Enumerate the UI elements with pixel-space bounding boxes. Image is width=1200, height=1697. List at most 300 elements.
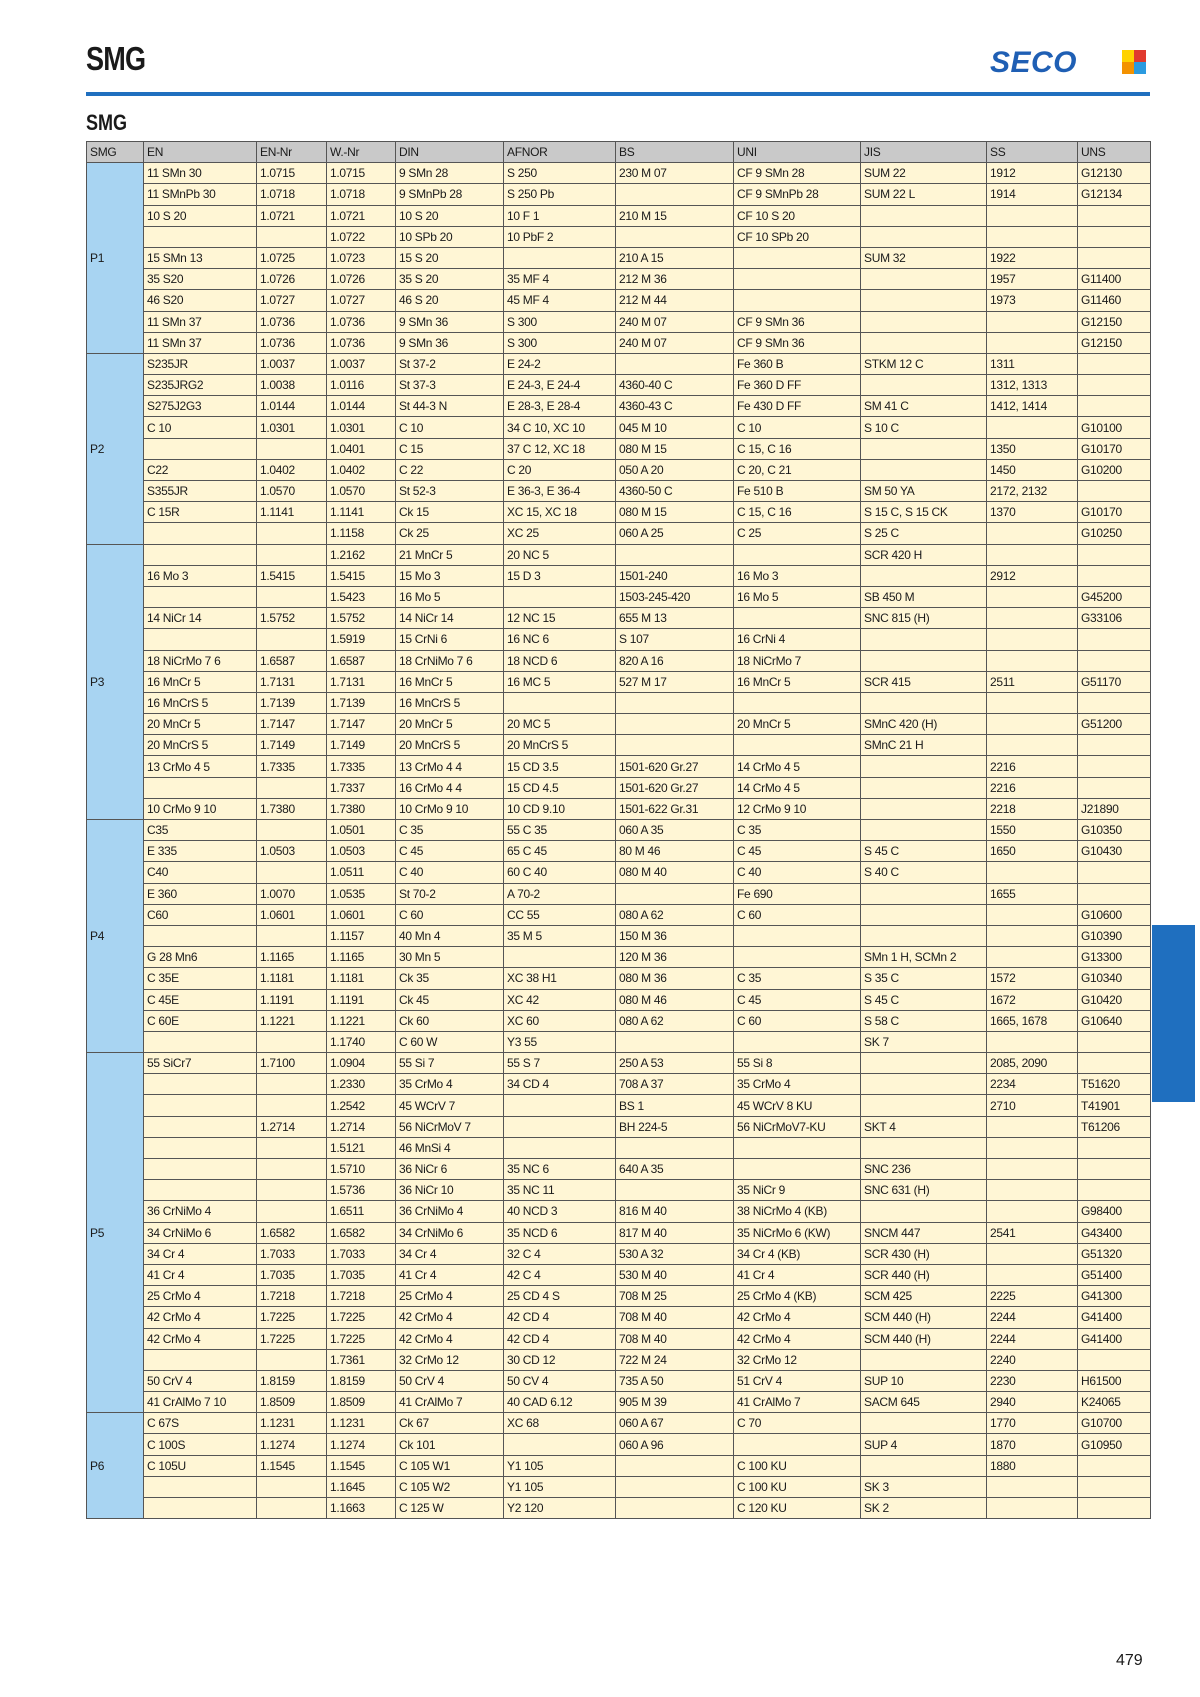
table-cell-uni: 45 WCrV 8 KU	[734, 1095, 861, 1116]
table-cell-jis: SCM 440 (H)	[861, 1307, 987, 1328]
table-cell-en-nr: 1.5415	[257, 565, 327, 586]
table-cell-jis	[861, 1455, 987, 1476]
table-cell-en: C 100S	[144, 1434, 257, 1455]
table-cell-ss	[987, 1476, 1078, 1497]
table-cell-w-nr: 1.6511	[327, 1201, 396, 1222]
table-cell-uni: 20 MnCr 5	[734, 714, 861, 735]
table-cell-ss	[987, 1137, 1078, 1158]
table-cell-ss	[987, 1498, 1078, 1519]
table-cell-en-nr: 1.1141	[257, 502, 327, 523]
table-cell-en: S235JR	[144, 353, 257, 374]
table-cell-uni: C 45	[734, 841, 861, 862]
table-cell-uns: G51200	[1078, 714, 1151, 735]
table-cell-uni: C 20, C 21	[734, 459, 861, 480]
table-cell-en-nr: 1.7380	[257, 798, 327, 819]
table-cell-w-nr: 1.7225	[327, 1307, 396, 1328]
table-cell-uni: C 25	[734, 523, 861, 544]
table-row	[87, 1222, 1151, 1243]
table-cell-jis	[861, 692, 987, 713]
table-cell-jis	[861, 1201, 987, 1222]
table-cell-en-nr: 1.0727	[257, 290, 327, 311]
header-row	[87, 142, 1151, 163]
seco-logo	[990, 48, 1150, 78]
table-cell-uns: G12150	[1078, 332, 1151, 353]
table-cell-bs: 80 M 46	[616, 841, 734, 862]
table-row	[87, 756, 1151, 777]
table-cell-en-nr	[257, 226, 327, 247]
table-cell-afnor: 10 CD 9.10	[504, 798, 616, 819]
table-cell-jis	[861, 375, 987, 396]
table-cell-uni: 34 Cr 4 (KB)	[734, 1243, 861, 1264]
table-cell-afnor: 10 PbF 2	[504, 226, 616, 247]
table-cell-w-nr: 1.0503	[327, 841, 396, 862]
table-row	[87, 1498, 1151, 1519]
table-cell-w-nr: 1.7147	[327, 714, 396, 735]
table-cell-bs	[616, 1180, 734, 1201]
table-cell-uni	[734, 1434, 861, 1455]
table-cell-ss: 2940	[987, 1392, 1078, 1413]
table-row	[87, 311, 1151, 332]
table-cell-ss	[987, 1264, 1078, 1285]
table-cell-en: C40	[144, 862, 257, 883]
table-cell-en: 16 MnCrS 5	[144, 692, 257, 713]
table-cell-en: C 60E	[144, 1010, 257, 1031]
table-cell-jis: SUM 32	[861, 247, 987, 268]
table-cell-en: C60	[144, 904, 257, 925]
table-cell-din: 41 CrAlMo 7	[396, 1392, 504, 1413]
table-row	[87, 1159, 1151, 1180]
table-cell-jis: S 45 C	[861, 989, 987, 1010]
table-cell-uni: 35 NiCr 9	[734, 1180, 861, 1201]
table-cell-afnor: 15 CD 4.5	[504, 777, 616, 798]
table-cell-uns: G10390	[1078, 925, 1151, 946]
table-row	[87, 1392, 1151, 1413]
table-cell-bs	[616, 1476, 734, 1497]
table-row	[87, 1053, 1151, 1074]
table-cell-afnor: 32 C 4	[504, 1243, 616, 1264]
table-row	[87, 1074, 1151, 1095]
table-cell-jis	[861, 756, 987, 777]
table-cell-jis: SM 41 C	[861, 396, 987, 417]
table-cell-en-nr: 1.6587	[257, 650, 327, 671]
table-cell-w-nr: 1.5423	[327, 586, 396, 607]
table-cell-uni: C 40	[734, 862, 861, 883]
table-cell-w-nr: 1.0723	[327, 247, 396, 268]
table-cell-ss	[987, 650, 1078, 671]
table-cell-uns: G12150	[1078, 311, 1151, 332]
table-cell-w-nr: 1.0718	[327, 184, 396, 205]
table-cell-jis: SACM 645	[861, 1392, 987, 1413]
table-cell-din: C 10	[396, 417, 504, 438]
table-cell-afnor: 50 CV 4	[504, 1370, 616, 1391]
table-cell-afnor: 42 C 4	[504, 1264, 616, 1285]
table-row	[87, 1010, 1151, 1031]
table-cell-ss: 2710	[987, 1095, 1078, 1116]
table-cell-afnor: 37 C 12, XC 18	[504, 438, 616, 459]
table-cell-en: 11 SMnPb 30	[144, 184, 257, 205]
table-cell-en-nr: 1.1274	[257, 1434, 327, 1455]
table-cell-en: 55 SiCr7	[144, 1053, 257, 1074]
table-cell-uns	[1078, 375, 1151, 396]
table-cell-ss: 1665, 1678	[987, 1010, 1078, 1031]
table-cell-uns: T51620	[1078, 1074, 1151, 1095]
table-cell-uns	[1078, 353, 1151, 374]
table-cell-en-nr	[257, 820, 327, 841]
table-cell-uni: 55 Si 8	[734, 1053, 861, 1074]
table-row	[87, 629, 1151, 650]
table-cell-uni: 56 NiCrMoV7-KU	[734, 1116, 861, 1137]
table-cell-afnor: Y3 55	[504, 1031, 616, 1052]
table-cell-ss	[987, 1201, 1078, 1222]
table-cell-uni: 35 NiCrMo 6 (KW)	[734, 1222, 861, 1243]
table-cell-afnor: 42 CD 4	[504, 1328, 616, 1349]
table-cell-din: St 44-3 N	[396, 396, 504, 417]
table-cell-din: 16 Mo 5	[396, 586, 504, 607]
table-cell-jis	[861, 205, 987, 226]
table-cell-en: 42 CrMo 4	[144, 1328, 257, 1349]
page-title: SMG	[86, 40, 146, 77]
table-cell-uni: CF 10 SPb 20	[734, 226, 861, 247]
table-cell-bs: 240 M 07	[616, 311, 734, 332]
table-cell-en-nr: 1.7131	[257, 671, 327, 692]
table-cell-w-nr: 1.0501	[327, 820, 396, 841]
table-cell-w-nr: 1.5710	[327, 1159, 396, 1180]
table-cell-ss	[987, 608, 1078, 629]
logo-text: SECO	[990, 46, 1078, 79]
table-cell-en-nr: 1.0070	[257, 883, 327, 904]
table-cell-afnor: 18 NCD 6	[504, 650, 616, 671]
table-cell-w-nr: 1.0301	[327, 417, 396, 438]
table-cell-afnor: 35 NC 11	[504, 1180, 616, 1201]
table-cell-en-nr: 1.0503	[257, 841, 327, 862]
table-cell-jis	[861, 311, 987, 332]
table-cell-en-nr: 1.6582	[257, 1222, 327, 1243]
table-cell-din: 21 MnCr 5	[396, 544, 504, 565]
table-row	[87, 1413, 1151, 1434]
table-cell-uni	[734, 925, 861, 946]
table-cell-uns: G51400	[1078, 1264, 1151, 1285]
table-cell-uni: 16 MnCr 5	[734, 671, 861, 692]
table-cell-afnor: E 36-3, E 36-4	[504, 481, 616, 502]
table-cell-ss: 2912	[987, 565, 1078, 586]
table-cell-uni: 35 CrMo 4	[734, 1074, 861, 1095]
table-row	[87, 692, 1151, 713]
table-cell-uns: G41400	[1078, 1328, 1151, 1349]
table-cell-din: 36 NiCr 6	[396, 1159, 504, 1180]
table-cell-afnor: 16 NC 6	[504, 629, 616, 650]
table-cell-uns: T61206	[1078, 1116, 1151, 1137]
table-cell-en	[144, 1116, 257, 1137]
table-row	[87, 883, 1151, 904]
table-cell-ss	[987, 205, 1078, 226]
table-cell-bs: 722 M 24	[616, 1349, 734, 1370]
table-cell-ss: 2230	[987, 1370, 1078, 1391]
table-cell-uns: G98400	[1078, 1201, 1151, 1222]
table-cell-ss	[987, 226, 1078, 247]
table-cell-uni: 51 CrV 4	[734, 1370, 861, 1391]
table-cell-en: C22	[144, 459, 257, 480]
table-cell-bs: 080 M 46	[616, 989, 734, 1010]
table-cell-din: 9 SMn 36	[396, 311, 504, 332]
table-cell-bs	[616, 184, 734, 205]
table-cell-en-nr: 1.1231	[257, 1413, 327, 1434]
table-cell-uns: G10700	[1078, 1413, 1151, 1434]
table-cell-en: 50 CrV 4	[144, 1370, 257, 1391]
table-cell-ss: 1450	[987, 459, 1078, 480]
table-cell-w-nr: 1.1231	[327, 1413, 396, 1434]
table-cell-afnor: CC 55	[504, 904, 616, 925]
table-cell-ss: 2085, 2090	[987, 1053, 1078, 1074]
table-cell-ss	[987, 1243, 1078, 1264]
table-cell-en-nr	[257, 925, 327, 946]
table-cell-din: Ck 15	[396, 502, 504, 523]
table-cell-ss	[987, 1031, 1078, 1052]
table-cell-en-nr	[257, 777, 327, 798]
table-cell-ss	[987, 332, 1078, 353]
table-row	[87, 1031, 1151, 1052]
table-cell-w-nr: 1.6587	[327, 650, 396, 671]
table-cell-w-nr: 1.1545	[327, 1455, 396, 1476]
table-cell-bs: S 107	[616, 629, 734, 650]
table-cell-bs	[616, 1498, 734, 1519]
table-cell-ss	[987, 586, 1078, 607]
table-cell-en-nr: 1.7149	[257, 735, 327, 756]
table-cell-w-nr: 1.0144	[327, 396, 396, 417]
table-cell-uns: G10350	[1078, 820, 1151, 841]
table-cell-en: 20 MnCrS 5	[144, 735, 257, 756]
table-cell-afnor: 55 S 7	[504, 1053, 616, 1074]
table-cell-afnor: 55 C 35	[504, 820, 616, 841]
table-cell-uni: 42 CrMo 4	[734, 1328, 861, 1349]
table-cell-din: 15 CrNi 6	[396, 629, 504, 650]
table-cell-din: C 105 W1	[396, 1455, 504, 1476]
table-cell-uns	[1078, 1031, 1151, 1052]
table-cell-ss: 1973	[987, 290, 1078, 311]
table-cell-din: Ck 35	[396, 968, 504, 989]
table-cell-ss: 1912	[987, 163, 1078, 184]
table-cell-uns: K24065	[1078, 1392, 1151, 1413]
table-row	[87, 841, 1151, 862]
table-cell-jis	[861, 1137, 987, 1158]
table-row	[87, 1434, 1151, 1455]
table-cell-jis: SM 50 YA	[861, 481, 987, 502]
table-cell-en	[144, 544, 257, 565]
table-cell-afnor: 10 F 1	[504, 205, 616, 226]
table-cell-bs: 527 M 17	[616, 671, 734, 692]
table-cell-afnor: Y1 105	[504, 1455, 616, 1476]
table-cell-din: 18 CrNiMo 7 6	[396, 650, 504, 671]
table-cell-bs: BH 224-5	[616, 1116, 734, 1137]
table-cell-din: Ck 67	[396, 1413, 504, 1434]
table-cell-ss: 1672	[987, 989, 1078, 1010]
table-cell-ss: 2218	[987, 798, 1078, 819]
table-cell-en-nr	[257, 1201, 327, 1222]
table-cell-din: 30 Mn 5	[396, 947, 504, 968]
table-cell-en-nr: 1.0038	[257, 375, 327, 396]
table-cell-uni: Fe 360 B	[734, 353, 861, 374]
table-cell-en-nr	[257, 862, 327, 883]
table-cell-afnor: 34 CD 4	[504, 1074, 616, 1095]
table-cell-din: St 70-2	[396, 883, 504, 904]
table-cell-din: 16 MnCr 5	[396, 671, 504, 692]
table-cell-uni: Fe 690	[734, 883, 861, 904]
table-cell-din: 36 CrNiMo 4	[396, 1201, 504, 1222]
table-cell-din: 14 NiCr 14	[396, 608, 504, 629]
table-cell-ss	[987, 735, 1078, 756]
table-cell-uni: C 70	[734, 1413, 861, 1434]
table-cell-bs: BS 1	[616, 1095, 734, 1116]
table-cell-uns: G11400	[1078, 269, 1151, 290]
table-cell-w-nr: 1.7337	[327, 777, 396, 798]
table-cell-bs	[616, 1455, 734, 1476]
table-cell-jis: S 10 C	[861, 417, 987, 438]
table-row	[87, 1476, 1151, 1497]
table-cell-uns	[1078, 1498, 1151, 1519]
table-cell-afnor: XC 42	[504, 989, 616, 1010]
table-cell-bs: 080 A 62	[616, 1010, 734, 1031]
table-cell-ss: 2234	[987, 1074, 1078, 1095]
table-cell-uni: 41 Cr 4	[734, 1264, 861, 1285]
table-cell-din: St 37-2	[396, 353, 504, 374]
table-cell-uni: C 15, C 16	[734, 502, 861, 523]
table-cell-uni: C 35	[734, 968, 861, 989]
table-cell-uni: Fe 510 B	[734, 481, 861, 502]
smg-group-cell: P6	[87, 1413, 144, 1519]
table-cell-en: 42 CrMo 4	[144, 1307, 257, 1328]
table-cell-din: 16 MnCrS 5	[396, 692, 504, 713]
table-cell-afnor: S 250 Pb	[504, 184, 616, 205]
table-cell-afnor	[504, 1116, 616, 1137]
table-cell-uns	[1078, 1476, 1151, 1497]
material-cross-reference-table	[86, 141, 1151, 1519]
table-cell-en-nr: 1.0715	[257, 163, 327, 184]
table-cell-uni: C 10	[734, 417, 861, 438]
table-cell-en	[144, 629, 257, 650]
table-cell-uni	[734, 947, 861, 968]
table-cell-bs	[616, 735, 734, 756]
table-cell-w-nr: 1.0736	[327, 332, 396, 353]
table-cell-din: C 60	[396, 904, 504, 925]
table-cell-en-nr	[257, 1137, 327, 1158]
table-row	[87, 375, 1151, 396]
table-cell-w-nr: 1.0726	[327, 269, 396, 290]
table-cell-bs: 230 M 07	[616, 163, 734, 184]
table-cell-uni: C 45	[734, 989, 861, 1010]
table-cell-ss	[987, 1116, 1078, 1137]
side-tab-marker	[1152, 925, 1195, 1102]
table-cell-w-nr: 1.0727	[327, 290, 396, 311]
table-cell-uni	[734, 269, 861, 290]
table-cell-uni	[734, 247, 861, 268]
table-cell-en-nr	[257, 1159, 327, 1180]
table-cell-afnor: A 70-2	[504, 883, 616, 904]
table-cell-bs: 045 M 10	[616, 417, 734, 438]
table-cell-en-nr: 1.7033	[257, 1243, 327, 1264]
table-cell-en	[144, 1498, 257, 1519]
table-cell-en: C35	[144, 820, 257, 841]
table-cell-din: 41 Cr 4	[396, 1264, 504, 1285]
table-cell-jis: SNC 631 (H)	[861, 1180, 987, 1201]
table-cell-din: 10 CrMo 9 10	[396, 798, 504, 819]
table-cell-en	[144, 1476, 257, 1497]
table-row	[87, 925, 1151, 946]
table-row	[87, 904, 1151, 925]
table-cell-din: C 40	[396, 862, 504, 883]
table-cell-ss: 1412, 1414	[987, 396, 1078, 417]
table-cell-bs: 655 M 13	[616, 608, 734, 629]
table-cell-en: 13 CrMo 4 5	[144, 756, 257, 777]
table-cell-uns: G51320	[1078, 1243, 1151, 1264]
table-cell-en-nr: 1.1545	[257, 1455, 327, 1476]
table-cell-din: 35 CrMo 4	[396, 1074, 504, 1095]
table-row	[87, 820, 1151, 841]
table-cell-en	[144, 1095, 257, 1116]
table-row	[87, 1307, 1151, 1328]
table-cell-w-nr: 1.5752	[327, 608, 396, 629]
table-cell-uns: G12130	[1078, 163, 1151, 184]
table-cell-en-nr: 1.0725	[257, 247, 327, 268]
table-cell-en: 20 MnCr 5	[144, 714, 257, 735]
table-cell-jis: SK 3	[861, 1476, 987, 1497]
table-cell-jis: SMnC 420 (H)	[861, 714, 987, 735]
table-cell-en: 11 SMn 37	[144, 332, 257, 353]
table-row	[87, 1243, 1151, 1264]
table-cell-uni: 32 CrMo 12	[734, 1349, 861, 1370]
table-cell-bs: 4360-43 C	[616, 396, 734, 417]
table-cell-din: C 22	[396, 459, 504, 480]
table-cell-afnor: S 300	[504, 332, 616, 353]
table-cell-en: 34 CrNiMo 6	[144, 1222, 257, 1243]
table-cell-en-nr: 1.0301	[257, 417, 327, 438]
table-cell-din: C 15	[396, 438, 504, 459]
table-cell-w-nr: 1.8509	[327, 1392, 396, 1413]
table-row	[87, 1095, 1151, 1116]
table-cell-en-nr	[257, 586, 327, 607]
table-cell-bs: 1501-620 Gr.27	[616, 777, 734, 798]
smg-group-cell: P4	[87, 820, 144, 1053]
table-cell-jis	[861, 332, 987, 353]
table-cell-afnor: 60 C 40	[504, 862, 616, 883]
table-cell-w-nr: 1.0116	[327, 375, 396, 396]
table-cell-bs: 1503-245-420	[616, 586, 734, 607]
table-cell-uni: CF 9 SMn 28	[734, 163, 861, 184]
table-cell-en: 10 S 20	[144, 205, 257, 226]
table-row	[87, 396, 1151, 417]
table-cell-jis: S 40 C	[861, 862, 987, 883]
table-cell-w-nr: 1.1181	[327, 968, 396, 989]
table-cell-w-nr: 1.1157	[327, 925, 396, 946]
table-cell-uni: CF 9 SMn 36	[734, 311, 861, 332]
table-cell-w-nr: 1.0722	[327, 226, 396, 247]
table-cell-jis: SNCM 447	[861, 1222, 987, 1243]
table-cell-uni: C 100 KU	[734, 1455, 861, 1476]
table-cell-en	[144, 438, 257, 459]
table-row	[87, 1137, 1151, 1158]
table-cell-w-nr: 1.7225	[327, 1328, 396, 1349]
table-row	[87, 1201, 1151, 1222]
table-cell-din: 16 CrMo 4 4	[396, 777, 504, 798]
table-cell-en	[144, 1137, 257, 1158]
table-cell-en-nr: 1.7139	[257, 692, 327, 713]
table-cell-bs: 640 A 35	[616, 1159, 734, 1180]
table-cell-uns	[1078, 565, 1151, 586]
table-cell-w-nr: 1.7380	[327, 798, 396, 819]
table-cell-uni	[734, 735, 861, 756]
table-cell-jis	[861, 459, 987, 480]
page-number: 479	[1116, 1652, 1143, 1669]
table-cell-afnor: E 24-3, E 24-4	[504, 375, 616, 396]
table-cell-en-nr: 1.8159	[257, 1370, 327, 1391]
